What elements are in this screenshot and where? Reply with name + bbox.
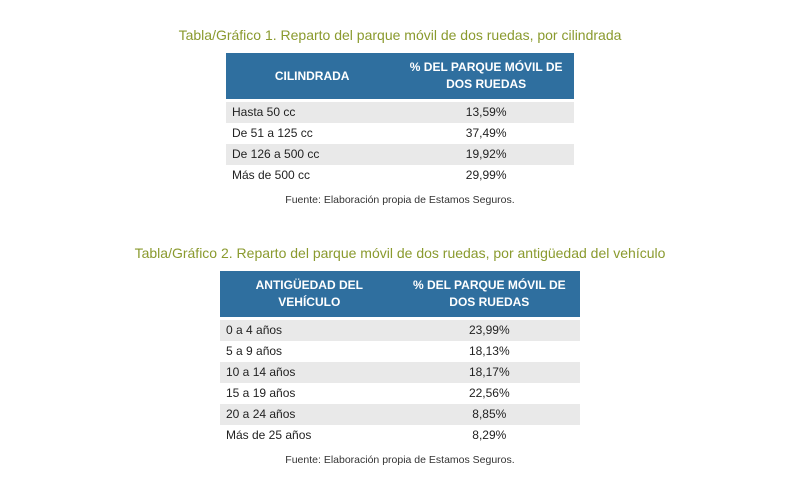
table-row — [226, 123, 574, 144]
table2-header-antiguedad: ANTIGÜEDAD DEL VEHÍCULO — [220, 271, 399, 319]
table-row — [220, 341, 580, 362]
table1-caption: Tabla/Gráfico 1. Reparto del parque móvil de dos ruedas, por cilindrada — [178, 27, 622, 43]
row-value: 8,29% — [399, 425, 580, 446]
row-value: 19,92% — [398, 144, 574, 165]
row-label: Más de 500 cc — [226, 165, 398, 186]
row-label: 10 a 14 años — [220, 362, 399, 383]
row-label: De 51 a 125 cc — [226, 123, 398, 144]
row-label: Más de 25 años — [220, 425, 399, 446]
table-row — [220, 383, 580, 404]
table1 — [226, 53, 574, 186]
row-value: 8,85% — [399, 404, 580, 425]
table-row — [226, 165, 574, 186]
row-value: 18,17% — [399, 362, 580, 383]
table-row — [226, 144, 574, 165]
table2-header-percent: % DEL PARQUE MÓVIL DE DOS RUEDAS — [399, 271, 580, 319]
table-row — [220, 425, 580, 446]
row-value: 18,13% — [399, 341, 580, 362]
row-label: 5 a 9 años — [220, 341, 399, 362]
table2-section — [0, 244, 800, 467]
table-row — [220, 319, 580, 342]
table-row — [220, 362, 580, 383]
table-row — [226, 101, 574, 124]
table1-source: Fuente: Elaboración propia de Estamos Seguros. — [285, 194, 515, 206]
row-value: 13,59% — [398, 101, 574, 124]
table-row — [220, 404, 580, 425]
row-label: Hasta 50 cc — [226, 101, 398, 124]
table1-header-cilindrada: CILINDRADA — [226, 53, 398, 101]
table2-caption: Tabla/Gráfico 2. Reparto del parque móvil de dos ruedas, por antigüedad del vehículo — [134, 245, 666, 261]
row-label: 0 a 4 años — [220, 319, 399, 342]
row-label: 20 a 24 años — [220, 404, 399, 425]
table1-section — [0, 26, 800, 207]
row-value: 22,56% — [399, 383, 580, 404]
row-label: 15 a 19 años — [220, 383, 399, 404]
table2 — [220, 271, 580, 446]
row-value: 29,99% — [398, 165, 574, 186]
row-value: 37,49% — [398, 123, 574, 144]
row-label: De 126 a 500 cc — [226, 144, 398, 165]
row-value: 23,99% — [399, 319, 580, 342]
table1-header-percent: % DEL PARQUE MÓVIL DE DOS RUEDAS — [398, 53, 574, 101]
table2-source: Fuente: Elaboración propia de Estamos Seguros. — [285, 454, 515, 466]
